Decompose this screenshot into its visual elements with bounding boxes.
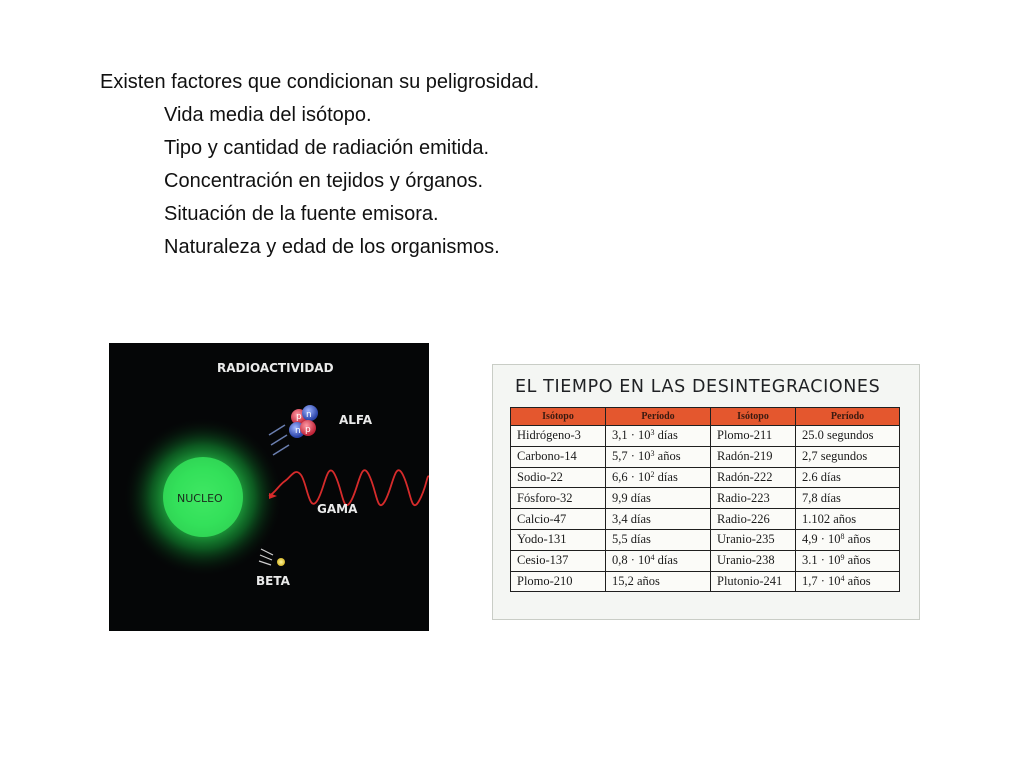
header-period-2: Período (796, 408, 900, 426)
cell-text: 5,7 · 10 (612, 449, 651, 464)
period-cell (606, 426, 711, 447)
period-cell (796, 571, 900, 592)
cell-unit: años (654, 449, 681, 464)
cell-text: 1,7 · 10 (802, 573, 841, 588)
cell-text: 3.1 · 10 (802, 553, 841, 568)
cell-text: Fósforo-32 (517, 490, 573, 505)
isotope-cell (511, 571, 606, 592)
cell-text: 7,8 días (802, 490, 841, 505)
alpha-letter-p1: p (305, 425, 311, 435)
cell-text: 0,8 · 10 (612, 553, 651, 568)
isotope-cell (511, 467, 606, 488)
cell-text: Cesio-137 (517, 553, 569, 568)
cell-text: Plomo-211 (717, 428, 773, 443)
cell-text: 3,4 días (612, 511, 651, 526)
cell-text: Uranio-235 (717, 532, 775, 547)
header-isotope-2: Isótopo (711, 408, 796, 426)
cell-text: Carbono-14 (517, 449, 577, 464)
radioactivity-illustration (109, 343, 429, 631)
isotope-cell (511, 446, 606, 467)
period-cell (796, 509, 900, 530)
alpha-letter-n2: n (295, 426, 301, 436)
isotope-cell (511, 550, 606, 571)
period-cell (606, 467, 711, 488)
period-cell (606, 488, 711, 509)
alpha-label: ALFA (339, 413, 373, 427)
isotope-cell (511, 509, 606, 530)
cell-exponent: 3 (650, 428, 655, 438)
isotope-cell (711, 446, 796, 467)
cell-unit: días (654, 469, 678, 484)
header-isotope-1: Isótopo (511, 408, 606, 426)
factor-item-half-life: Vida media del isótopo. (164, 104, 372, 126)
isotope-cell (711, 467, 796, 488)
cell-text: Sodio-22 (517, 469, 563, 484)
cell-text: Calcio-47 (517, 511, 567, 526)
cell-unit: años (844, 573, 871, 588)
slide-text-block (100, 66, 920, 264)
radio-title: RADIOACTIVIDAD (217, 361, 334, 375)
isotope-cell (711, 426, 796, 447)
period-cell (796, 550, 900, 571)
cell-text: 5,5 días (612, 532, 651, 547)
alpha-particle (289, 405, 318, 438)
cell-text: Radio-223 (717, 490, 770, 505)
factor-list (100, 99, 920, 264)
alpha-letter-p2: p (296, 412, 302, 422)
cell-text: Radio-226 (717, 511, 770, 526)
intro-heading: Existen factores que condicionan su peligrosidad. (100, 71, 540, 93)
period-cell (606, 550, 711, 571)
header-period-1: Período (606, 408, 711, 426)
cell-exponent: 8 (840, 532, 845, 542)
cell-text: 15,2 años (612, 573, 660, 588)
table-row (511, 571, 900, 592)
cell-unit: días (654, 553, 678, 568)
nucleus-label: NUCLEO (177, 492, 223, 505)
alpha-trail (269, 425, 289, 455)
cell-text: 9,9 días (612, 490, 651, 505)
cell-exponent: 9 (840, 553, 845, 563)
isotope-cell (711, 571, 796, 592)
cell-text: 3,1 · 10 (612, 428, 651, 443)
cell-unit: años (844, 553, 871, 568)
cell-text: 25.0 segundos (802, 428, 874, 443)
factor-item-concentration: Concentración en tejidos y órganos. (164, 170, 484, 192)
isotope-cell (511, 426, 606, 447)
alpha-letter-n1: n (306, 410, 312, 420)
period-cell (796, 446, 900, 467)
isotope-cell (711, 550, 796, 571)
period-cell (796, 529, 900, 550)
cell-exponent: 2 (650, 469, 655, 479)
beta-label: BETA (256, 574, 290, 588)
factor-item-radiation-type: Tipo y cantidad de radiación emitida. (164, 137, 489, 159)
cell-text: 2,7 segundos (802, 449, 868, 464)
cell-text: Radón-222 (717, 469, 773, 484)
period-cell (606, 571, 711, 592)
cell-text: 6,6 · 10 (612, 469, 651, 484)
table-row (511, 529, 900, 550)
decay-table-figure (492, 364, 920, 620)
isotope-cell (711, 509, 796, 530)
cell-exponent: 4 (840, 573, 845, 583)
cell-unit: años (844, 532, 871, 547)
table-row (511, 467, 900, 488)
table-row (511, 426, 900, 447)
factor-item-organism-age: Naturaleza y edad de los organismos. (164, 236, 500, 258)
cell-text: Plomo-210 (517, 573, 573, 588)
decay-table-header-row (511, 408, 900, 426)
period-cell (606, 529, 711, 550)
isotope-cell (511, 488, 606, 509)
isotope-cell (711, 529, 796, 550)
isotope-cell (711, 488, 796, 509)
decay-table-body (511, 426, 900, 592)
decay-table-title: EL TIEMPO EN LAS DESINTEGRACIONES (515, 377, 881, 397)
table-row (511, 488, 900, 509)
radioactivity-svg (109, 343, 429, 631)
period-cell (606, 509, 711, 530)
cell-text: Uranio-238 (717, 553, 775, 568)
cell-text: Yodo-131 (517, 532, 567, 547)
cell-exponent: 4 (650, 553, 655, 563)
gamma-wave (269, 470, 429, 505)
table-row (511, 446, 900, 467)
table-row (511, 550, 900, 571)
table-row (511, 509, 900, 530)
beta-particle (277, 558, 285, 566)
cell-text: 2.6 días (802, 469, 841, 484)
cell-text: Plutonio-241 (717, 573, 783, 588)
cell-text: 4,9 · 10 (802, 532, 841, 547)
factor-item-source-location: Situación de la fuente emisora. (164, 203, 439, 225)
gamma-label: GAMA (317, 502, 358, 516)
period-cell (796, 467, 900, 488)
cell-text: 1.102 años (802, 511, 857, 526)
isotope-cell (511, 529, 606, 550)
cell-unit: días (654, 428, 678, 443)
period-cell (796, 488, 900, 509)
period-cell (796, 426, 900, 447)
cell-text: Radón-219 (717, 449, 773, 464)
cell-exponent: 3 (650, 449, 655, 459)
decay-table (510, 407, 900, 592)
period-cell (606, 446, 711, 467)
cell-text: Hidrógeno-3 (517, 428, 581, 443)
